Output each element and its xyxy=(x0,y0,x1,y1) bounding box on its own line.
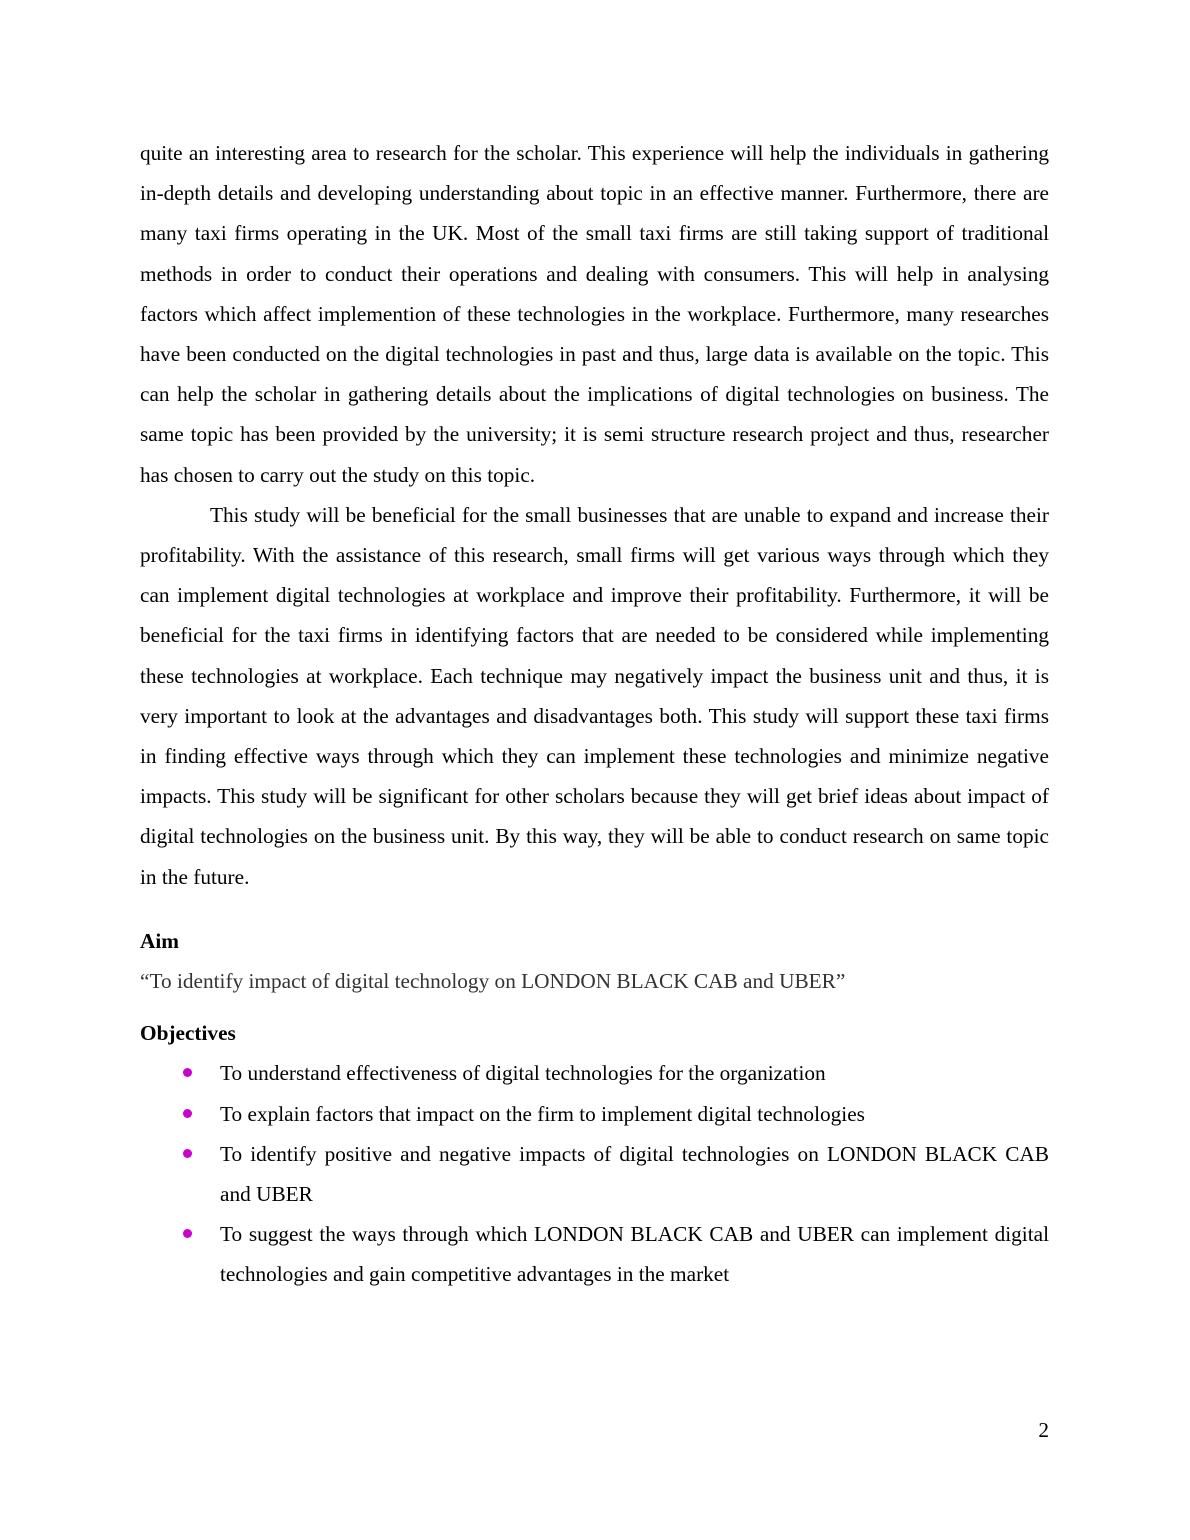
aim-heading: Aim xyxy=(140,928,180,953)
bullet-icon xyxy=(183,1149,192,1158)
objective-item xyxy=(140,1094,1049,1134)
objective-text: To suggest the ways through which LONDON BLACK CAB and UBER can implement digital technologies and gain competitive advantages in the market xyxy=(220,1222,1049,1287)
objective-text: To understand effectiveness of digital technologies for the organization xyxy=(220,1061,826,1086)
bullet-icon xyxy=(183,1229,192,1238)
objectives-list xyxy=(140,1053,1049,1294)
body-paragraph-1: quite an interesting area to research for the scholar. This experience will help the individuals in gathering in-depth details and developing understanding about topic in an effective manner. Furthermore, there are many taxi firms operating in the UK. Most of the small taxi firms are still taking support of traditional methods in order to conduct their operations and dealing with consumers. This will help in analysing factors which affect implemention of these technologies in the workplace. Furthermore, many researches have been conducted on the digital technologies in past and thus, large data is available on the topic. This can help the scholar in gathering details about the implications of digital technologies on business. The same topic has been provided by the university; it is semi structure research project and thus, researcher has chosen to carry out the study on this topic. xyxy=(140,141,1049,487)
objective-text: To identify positive and negative impacts of digital technologies on LONDON BLACK CAB and UBER xyxy=(220,1141,1049,1207)
page-number: 2 xyxy=(1038,1418,1049,1442)
objective-item xyxy=(140,1134,1049,1214)
bullet-icon xyxy=(183,1109,192,1118)
aim-statement: “To identify impact of digital technology on LONDON BLACK CAB and UBER” xyxy=(140,969,846,994)
objectives-heading: Objectives xyxy=(140,1021,236,1046)
objective-item xyxy=(140,1053,1049,1093)
bullet-icon xyxy=(183,1068,192,1077)
objective-text: To explain factors that impact on the firm to implement digital technologies xyxy=(220,1101,865,1126)
document-page xyxy=(140,133,1049,1295)
body-paragraph-2: This study will be beneficial for the small businesses that are unable to expand and increase their profitability. With the assistance of this research, small firms will get various ways through which they can implement digital technologies at workplace and improve their profitability. Furthermore, it will be beneficial for the taxi firms in identifying factors that are needed to be considered while implementing these technologies at workplace. Each technique may negatively impact the business unit and thus, it is very important to look at the advantages and disadvantages both. This study will support these taxi firms in finding effective ways through which they can implement these technologies and minimize negative impacts. This study will be significant for other scholars because they will get brief ideas about impact of digital technologies on the business unit. By this way, they will be able to conduct research on same topic in the future. xyxy=(140,502,1049,889)
objective-item xyxy=(140,1214,1049,1294)
